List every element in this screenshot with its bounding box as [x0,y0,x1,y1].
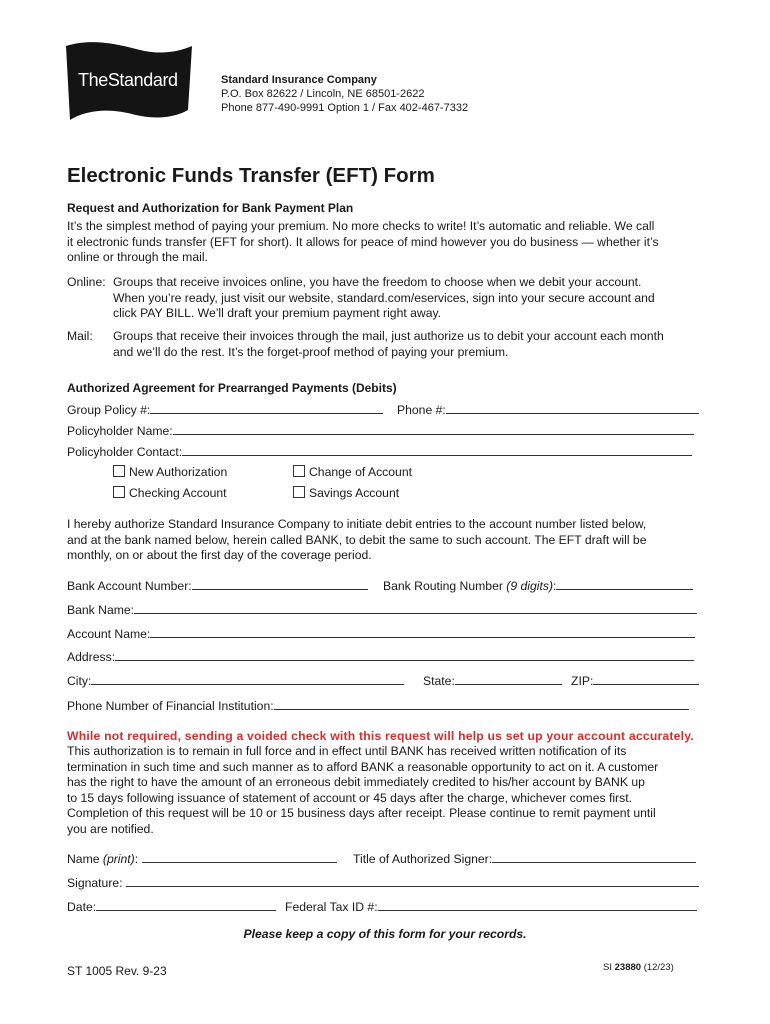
form-title: Electronic Funds Transfer (EFT) Form [67,164,435,187]
routing-number-field[interactable] [556,578,693,590]
online-paragraph [113,275,709,322]
company-name: Standard Insurance Company [221,74,377,86]
change-of-account-checkbox[interactable] [293,465,305,477]
routing-number-colon: : [553,579,557,593]
terms-line: termination in such time and such manner as to afford BANK a reasonable opportunity to act on it. A customer [67,759,659,774]
account-name-row [67,626,695,643]
intro-heading: Request and Authorization for Bank Payment Plan [67,201,354,215]
policyholder-name-field[interactable] [173,423,694,435]
title-signer-label: Title of Authorized Signer: [353,852,493,866]
name-field[interactable] [142,851,337,863]
fi-phone-row [67,698,689,715]
phone-label: Phone #: [397,403,446,417]
online-line: click PAY BILL. We’ll draft your premium payment right away. [113,306,442,320]
state-field[interactable] [455,673,562,685]
si-code [603,962,674,973]
policyholder-contact-field[interactable] [182,444,692,456]
si-date: (12/23) [643,962,674,973]
routing-number-hint: (9 digits) [506,579,554,593]
mail-paragraph [113,329,709,360]
tax-id-label: Federal Tax ID #: [285,900,378,914]
name-colon: : [134,852,139,866]
date-field[interactable] [96,899,276,911]
intro-line: It’s the simplest method of paying your premium. No more checks to write! It’s automatic and reliable. We call [67,219,655,233]
mail-line: and we’ll do the rest. It’s the forget-proof method of paying your premium. [113,344,509,359]
zip-row [571,673,699,690]
bank-account-number-row [67,578,368,595]
online-label: Online: [67,275,106,289]
zip-field[interactable] [593,673,699,685]
company-address-block [221,73,468,115]
state-label: State: [423,674,455,688]
city-field[interactable] [91,673,404,685]
terms-line: This authorization is to remain in full force and in effect until BANK has received written notification of its [67,744,627,758]
bank-name-label: Bank Name: [67,603,135,617]
terms-line: has the right to have the amount of an erroneous debit immediately credited to his/her account by BANK up [67,775,645,789]
logo-wordmark: TheStandard [78,70,178,90]
terms-paragraph [67,744,707,837]
si-prefix: SI [603,962,612,973]
mail-label: Mail: [67,329,93,343]
tax-id-field[interactable] [378,899,697,911]
bank-name-row [67,602,697,619]
policyholder-name-row [67,423,694,440]
address-label: Address: [67,650,116,664]
authorization-line: monthly, on or about the first day of the coverage period. [67,548,372,562]
name-print-row [67,851,337,868]
online-line: When you’re ready, just visit our website, standard.com/eservices, sign into your secure account and [113,290,655,305]
title-signer-row [353,851,696,868]
agreement-heading: Authorized Agreement for Prearranged Payments (Debits) [67,381,397,395]
form-number: ST 1005 Rev. 9-23 [67,964,167,978]
city-label: City: [67,674,92,688]
savings-account-label: Savings Account [309,486,400,500]
name-hint: (print) [102,852,135,866]
account-name-field[interactable] [150,626,695,638]
registered-mark: ® [183,66,189,75]
fi-phone-label: Phone Number of Financial Institution: [67,699,274,713]
terms-line: to 15 days following issuance of statement of account or 45 days after the charge, whichever comes first. [67,790,632,805]
signature-label: Signature: [67,876,123,890]
voided-check-notice: While not required, sending a voided check with this request will help us set up your account accurately. [67,729,694,743]
group-policy-field[interactable] [150,402,383,414]
checking-account-label: Checking Account [129,486,227,500]
intro-line: it electronic funds transfer (EFT for short). It allows for peace of mind however you do business — whether it’s [67,234,659,249]
phone-field[interactable] [446,402,699,414]
terms-line: you are notified. [67,821,154,836]
policyholder-contact-label: Policyholder Contact: [67,445,183,459]
mail-line: Groups that receive their invoices through the mail, just authorize us to debit your account each month [113,329,664,343]
fi-phone-field[interactable] [274,698,689,710]
bank-name-field[interactable] [134,602,697,614]
state-row [423,673,562,690]
bank-account-number-label: Bank Account Number: [67,579,192,593]
bank-account-number-field[interactable] [192,578,368,590]
keep-copy-note: Please keep a copy of this form for your records. [243,927,527,941]
phone-row [397,402,699,419]
date-label: Date: [67,900,97,914]
checking-account-option[interactable] [113,486,227,502]
date-row [67,899,276,916]
signature-row [67,875,699,892]
tax-id-row [285,899,697,916]
si-number: 23880 [614,962,642,973]
city-row [67,673,404,690]
change-of-account-label: Change of Account [309,465,412,479]
policyholder-name-label: Policyholder Name: [67,424,173,438]
savings-account-checkbox[interactable] [293,486,305,498]
routing-number-row [383,578,693,595]
authorization-line: I hereby authorize Standard Insurance Company to initiate debit entries to the account number listed below, [67,517,647,531]
savings-account-option[interactable] [293,486,399,502]
intro-paragraph [67,219,707,266]
authorization-line: and at the bank named below, herein called BANK, to debit the same to such account. The EFT draft will be [67,532,647,547]
company-address: P.O. Box 82622 / Lincoln, NE 68501-2622 [221,88,425,100]
title-signer-field[interactable] [492,851,696,863]
intro-line: online or through the mail. [67,250,208,264]
change-of-account-option[interactable] [293,465,412,481]
signature-field[interactable] [126,875,699,887]
group-policy-row [67,402,383,419]
online-line: Groups that receive invoices online, you have the freedom to choose when we debit your account. [113,275,642,289]
company-phone: Phone 877-490-9991 Option 1 / Fax 402-467-7332 [221,102,469,114]
checking-account-checkbox[interactable] [113,486,125,498]
account-name-label: Account Name: [67,627,151,641]
new-authorization-label: New Authorization [129,465,228,479]
new-authorization-option[interactable] [113,465,227,481]
address-row [67,649,694,666]
policyholder-contact-row [67,444,692,461]
new-authorization-checkbox[interactable] [113,465,125,477]
terms-line: Completion of this request will be 10 or 15 business days after receipt. Please continue to remit payment until [67,806,656,820]
group-policy-label: Group Policy #: [67,403,151,417]
name-label: Name [67,852,100,866]
zip-label: ZIP: [571,674,594,688]
authorization-paragraph [67,517,707,564]
address-field[interactable] [115,649,694,661]
routing-number-label: Bank Routing Number [383,579,503,593]
